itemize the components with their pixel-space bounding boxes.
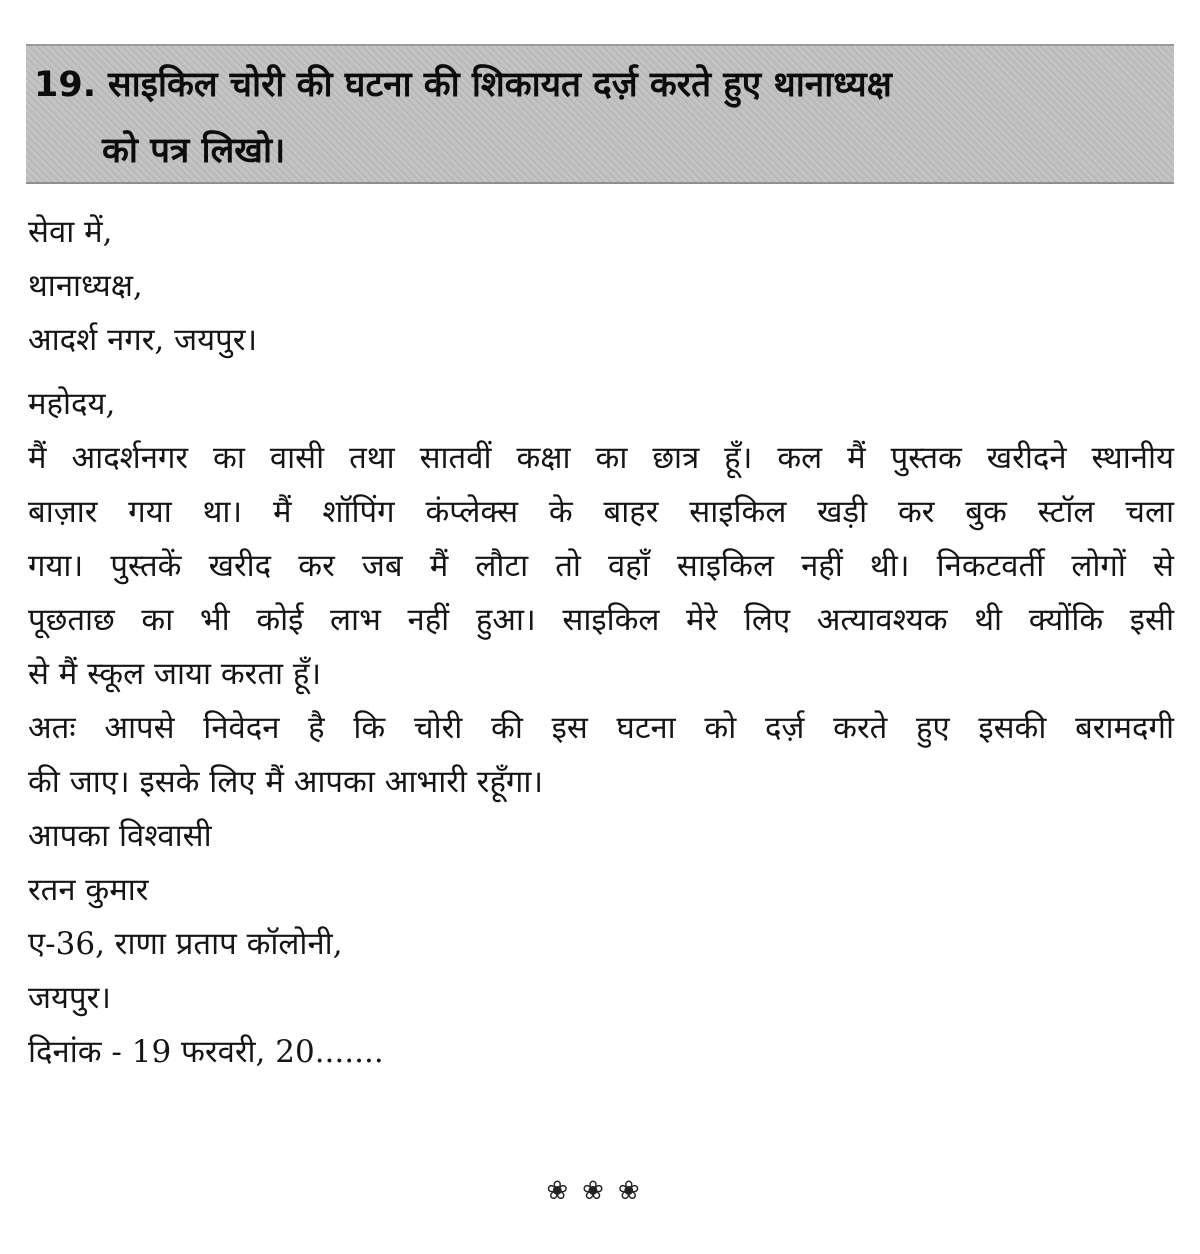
closing: आपका विश्वासी [28,818,212,854]
question-number: 19. [34,65,97,105]
body-line: गया। पुस्तकें खरीद कर जब मैं लौटा तो वहाँ साइकिल नहीं थी। निकटवर्ती लोगों से [28,548,1174,584]
body-line: से मैं स्कूल जाया करता हूँ। [28,656,322,692]
question-line-1 [34,60,892,110]
letter-body [28,212,1178,1086]
date-line: दिनांक - 19 फरवरी, 20....... [28,1034,384,1070]
question-text-line-1: साइकिल चोरी की घटना की शिकायत दर्ज़ करते हुए थानाध्यक्ष [108,65,892,105]
end-ornament-icon: ❀❀❀ [546,1176,654,1206]
sender-address-line-2: जयपुर। [28,980,112,1016]
sender-name: रतन कुमार [28,872,149,908]
body-line: अतः आपसे निवेदन है कि चोरी की इस घटना को दर्ज़ करते हुए इसकी बरामदगी [28,710,1174,746]
recipient-address: आदर्श नगर, जयपुर। [28,322,258,358]
body-line: की जाए। इसके लिए मैं आपका आभारी रहूँगा। [28,764,544,800]
salutation-to: सेवा में, [28,214,113,250]
body-line: बाज़ार गया था। मैं शॉपिंग कंप्लेक्स के बाहर साइकिल खड़ी कर बुक स्टॉल चला [28,494,1174,530]
greeting: महोदय, [28,386,116,422]
question-banner [26,44,1174,184]
body-line: मैं आदर्शनगर का वासी तथा सातवीं कक्षा का छात्र हूँ। कल मैं पुस्तक खरीदने स्थानीय [28,440,1174,476]
recipient: थानाध्यक्ष, [28,268,143,304]
body-line: पूछताछ का भी कोई लाभ नहीं हुआ। साइकिल मेरे लिए अत्यावश्यक थी क्योंकि इसी [28,602,1174,638]
sender-address-line-1: ए-36, राणा प्रताप कॉलोनी, [28,926,343,962]
question-text-line-2: को पत्र लिखो। [102,131,286,171]
spacer [28,374,1178,384]
